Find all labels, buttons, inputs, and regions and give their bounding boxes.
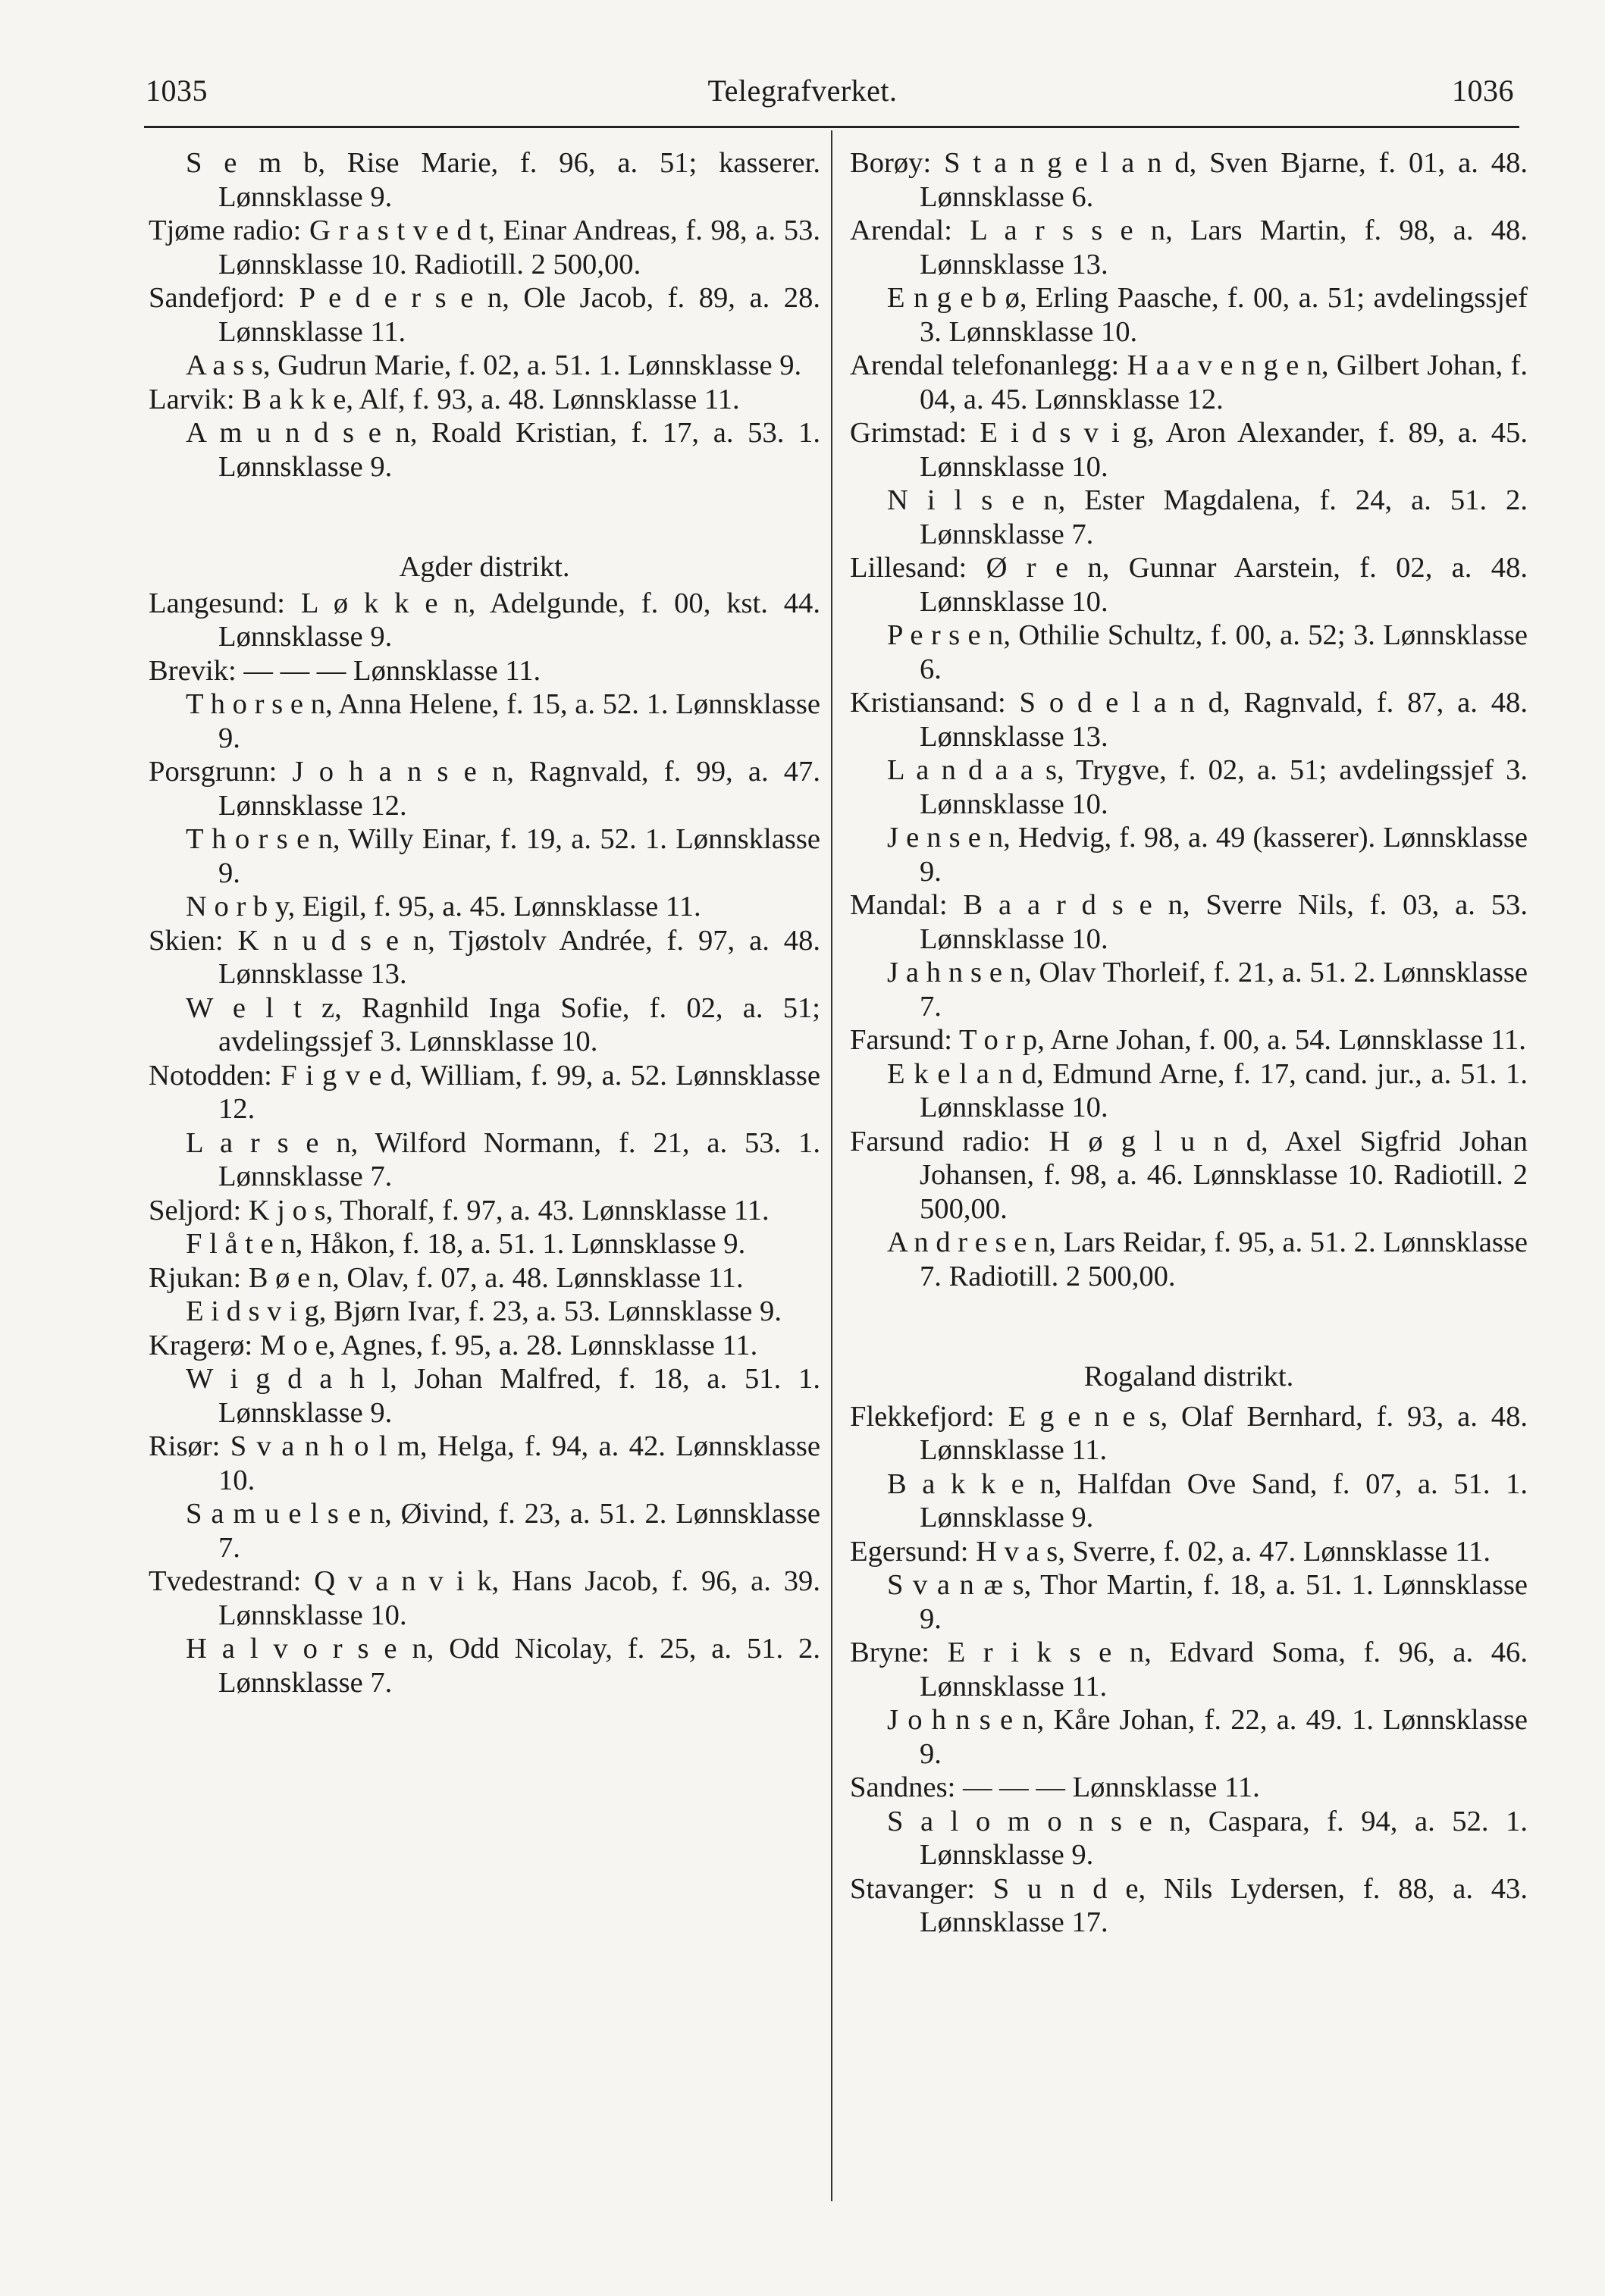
directory-entry: E k e l a n d, Edmund Arne, f. 17, cand. jur., a. 51. 1. Lønnsklasse 10. xyxy=(887,1057,1528,1123)
directory-entry: Lillesand: Ø r e n, Gunnar Aarstein, f. 02, a. 48. Lønnsklasse 10. xyxy=(850,552,1528,618)
directory-entry: Kristiansand: S o d e l a n d, Ragnvald, f. 87, a. 48. Lønnsklasse 13. xyxy=(850,687,1528,753)
section-heading-agder: Agder distrikt. xyxy=(399,551,570,583)
directory-entry: Kragerø: M o e, Agnes, f. 95, a. 28. Lønnsklasse 11. xyxy=(149,1329,758,1361)
directory-entry: H a l v o r s e n, Odd Nicolay, f. 25, a. 51. 2. Lønnsklasse 7. xyxy=(186,1633,820,1699)
page-number-right: 1036 xyxy=(1452,74,1514,108)
directory-entry: Bryne: E r i k s e n, Edvard Soma, f. 96, a. 46. Lønnsklasse 11. xyxy=(850,1637,1528,1702)
directory-entry: W e l t z, Ragnhild Inga Sofie, f. 02, a. 51; avdelingssjef 3. Lønnsklasse 10. xyxy=(186,991,820,1057)
directory-entry: T h o r s e n, Willy Einar, f. 19, a. 52. 1. Lønnsklasse 9. xyxy=(186,823,820,889)
directory-entry: Notodden: F i g v e d, William, f. 99, a. 52. Lønnsklasse 12. xyxy=(149,1059,820,1125)
directory-entry: J o h n s e n, Kåre Johan, f. 22, a. 49. 1. Lønnsklasse 9. xyxy=(887,1704,1528,1770)
section-heading-rogaland: Rogaland distrikt. xyxy=(1083,1361,1294,1392)
directory-entry: Sandnes: — — — Lønnsklasse 11. xyxy=(850,1771,1260,1803)
right-entries-bottom xyxy=(850,1400,1528,1940)
header-rule xyxy=(144,126,1519,128)
directory-entry: Borøy: S t a n g e l a n d, Sven Bjarne, f. 01, a. 48. Lønnsklasse 6. xyxy=(850,147,1528,213)
directory-entry: Larvik: B a k k e, Alf, f. 93, a. 48. Lønnsklasse 11. xyxy=(149,383,740,415)
directory-entry: Mandal: B a a r d s e n, Sverre Nils, f. 03, a. 53. Lønnsklasse 10. xyxy=(850,889,1528,955)
directory-entry: J e n s e n, Hedvig, f. 98, a. 49 (kasserer). Lønnsklasse 9. xyxy=(887,822,1528,888)
directory-entry: A m u n d s e n, Roald Kristian, f. 17, a. 53. 1. Lønnsklasse 9. xyxy=(186,417,820,483)
directory-entry: Tjøme radio: G r a s t v e d t, Einar Andreas, f. 98, a. 53. Lønnsklasse 10. Radiotill. 2 500,00. xyxy=(149,215,820,280)
directory-entry: J a h n s e n, Olav Thorleif, f. 21, a. 51. 2. Lønnsklasse 7. xyxy=(887,957,1528,1023)
directory-entry: Skien: K n u d s e n, Tjøstolv Andrée, f. 97, a. 48. Lønnsklasse 13. xyxy=(149,924,820,990)
directory-entry: Brevik: — — — Lønnsklasse 11. xyxy=(149,654,541,687)
directory-entry: N i l s e n, Ester Magdalena, f. 24, a. 51. 2. Lønnsklasse 7. xyxy=(887,484,1528,550)
directory-entry: Flekkefjord: E g e n e s, Olaf Bernhard, f. 93, a. 48. Lønnsklasse 11. xyxy=(850,1400,1528,1466)
directory-entry: Rjukan: B ø e n, Olav, f. 07, a. 48. Lønnsklasse 11. xyxy=(149,1261,744,1294)
left-column xyxy=(149,146,820,1699)
running-title: Telegrafverket. xyxy=(707,74,898,108)
column-divider xyxy=(831,130,832,2201)
directory-entry: Seljord: K j o s, Thoralf, f. 97, a. 43. Lønnsklasse 11. xyxy=(149,1194,770,1226)
left-entries-top xyxy=(149,146,820,484)
directory-entry: W i g d a h l, Johan Malfred, f. 18, a. 51. 1. Lønnsklasse 9. xyxy=(186,1363,820,1429)
directory-entry: Farsund: T o r p, Arne Johan, f. 00, a. 54. Lønnsklasse 11. xyxy=(850,1024,1526,1056)
directory-entry: S a m u e l s e n, Øivind, f. 23, a. 51. 2. Lønnsklasse 7. xyxy=(186,1498,820,1564)
directory-entry: A n d r e s e n, Lars Reidar, f. 95, a. 51. 2. Lønnsklasse 7. Radiotill. 2 500,00. xyxy=(887,1226,1528,1292)
directory-entry: Sandefjord: P e d e r s e n, Ole Jacob, f. 89, a. 28. Lønnsklasse 11. xyxy=(149,282,820,348)
right-column xyxy=(850,146,1528,1940)
directory-entry: A a s s, Gudrun Marie, f. 02, a. 51. 1. Lønnsklasse 9. xyxy=(186,349,802,381)
directory-entry: Arendal: L a r s s e n, Lars Martin, f. 98, a. 48. Lønnsklasse 13. xyxy=(850,215,1528,280)
directory-entry: Langesund: L ø k k e n, Adelgunde, f. 00, kst. 44. Lønnsklasse 9. xyxy=(149,587,820,653)
directory-entry: Egersund: H v a s, Sverre, f. 02, a. 47. Lønnsklasse 11. xyxy=(850,1535,1491,1568)
directory-entry: Grimstad: E i d s v i g, Aron Alexander, f. 89, a. 45. Lønnsklasse 10. xyxy=(850,417,1528,483)
left-entries-bottom xyxy=(149,587,820,1700)
directory-entry: F l å t e n, Håkon, f. 18, a. 51. 1. Lønnsklasse 9. xyxy=(186,1228,746,1260)
directory-entry: Porsgrunn: J o h a n s e n, Ragnvald, f. 99, a. 47. Lønnsklasse 12. xyxy=(149,756,820,822)
directory-entry: Risør: S v a n h o l m, Helga, f. 94, a. 42. Lønnsklasse 10. xyxy=(149,1430,820,1496)
directory-entry: S a l o m o n s e n, Caspara, f. 94, a. 52. 1. Lønnsklasse 9. xyxy=(887,1805,1528,1871)
directory-entry: L a n d a a s, Trygve, f. 02, a. 51; avdelingssjef 3. Lønnsklasse 10. xyxy=(887,754,1528,820)
directory-entry: Stavanger: S u n d e, Nils Lydersen, f. 88, a. 43. Lønnsklasse 17. xyxy=(850,1872,1528,1938)
directory-entry: E n g e b ø, Erling Paasche, f. 00, a. 51; avdelingssjef 3. Lønnsklasse 10. xyxy=(887,282,1528,348)
directory-entry: N o r b y, Eigil, f. 95, a. 45. Lønnsklasse 11. xyxy=(186,891,701,922)
directory-entry: S v a n æ s, Thor Martin, f. 18, a. 51. 1. Lønnsklasse 9. xyxy=(887,1569,1528,1635)
directory-entry: Arendal telefonanlegg: H a a v e n g e n, Gilbert Johan, f. 04, a. 45. Lønnsklasse 12. xyxy=(850,349,1528,415)
directory-entry: B a k k e n, Halfdan Ove Sand, f. 07, a. 51. 1. Lønnsklasse 9. xyxy=(887,1467,1528,1533)
directory-entry: L a r s e n, Wilford Normann, f. 21, a. 53. 1. Lønnsklasse 7. xyxy=(186,1126,820,1192)
directory-entry: E i d s v i g, Bjørn Ivar, f. 23, a. 53. Lønnsklasse 9. xyxy=(186,1295,782,1327)
directory-entry: S e m b, Rise Marie, f. 96, a. 51; kasserer. Lønnsklasse 9. xyxy=(186,147,820,213)
directory-entry: P e r s e n, Othilie Schultz, f. 00, a. 52; 3. Lønnsklasse 6. xyxy=(887,619,1528,685)
directory-entry: T h o r s e n, Anna Helene, f. 15, a. 52. 1. Lønnsklasse 9. xyxy=(186,688,820,754)
directory-entry: Farsund radio: H ø g l u n d, Axel Sigfrid Johan Johansen, f. 98, a. 46. Lønnsklasse 10. Radiotill. 2 500,00. xyxy=(850,1125,1528,1225)
directory-entry: Tvedestrand: Q v a n v i k, Hans Jacob, f. 96, a. 39. Lønnsklasse 10. xyxy=(149,1565,820,1631)
right-entries-top xyxy=(850,146,1528,1293)
page-number-left: 1035 xyxy=(146,74,208,108)
